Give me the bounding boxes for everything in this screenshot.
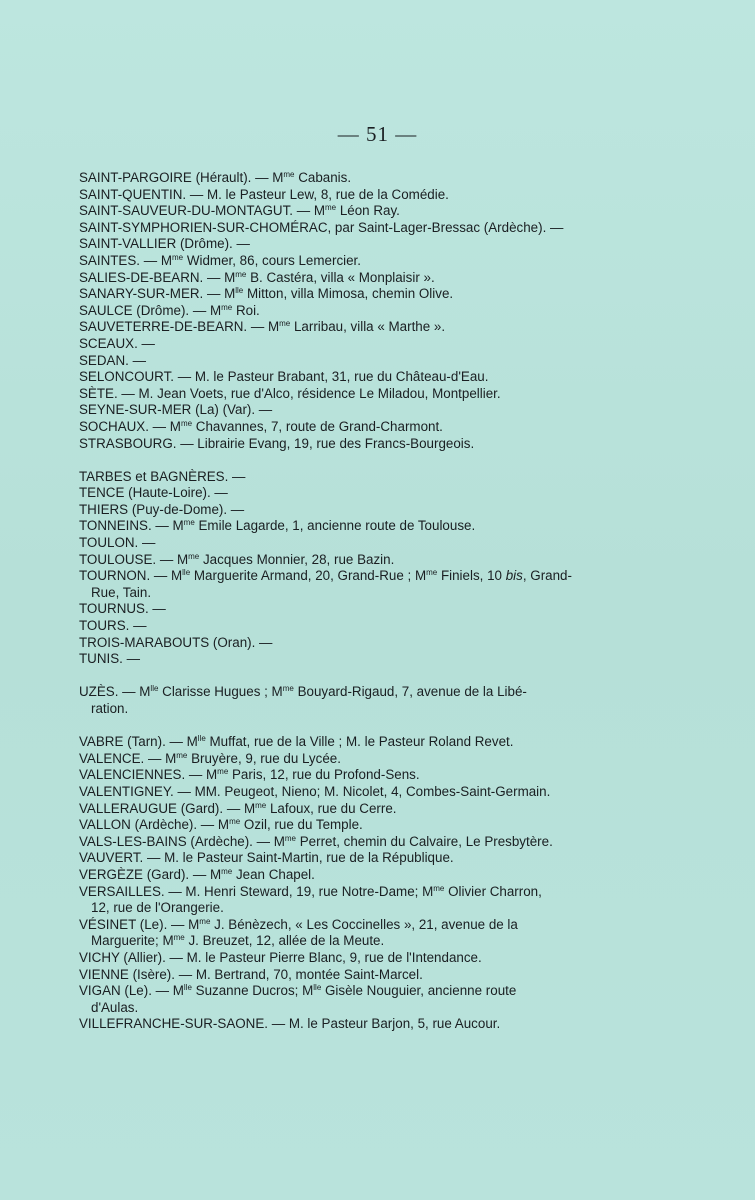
directory-entry: SAINT-PARGOIRE (Hérault). — $M^{me}$ Cabanis.: [79, 170, 352, 185]
directory-entry: VILLEFRANCHE-SUR-SAONE. — M. le Pasteur Barjon, 5, rue Aucour.: [79, 1016, 501, 1032]
directory-entry: SÈTE. — M. Jean Voets, rue d'Alco, résidence Le Miladou, Montpellier.: [79, 385, 501, 401]
directory-entry: VALENCIENNES. — $M^{me}$ Paris, 12, rue du Profond-Sens.: [79, 767, 420, 783]
directory-entry: SELONCOURT. — M. le Pasteur Brabant, 31, rue du Château-d'Eau.: [79, 369, 489, 385]
directory-entry: VIENNE (Isère). — M. Bertrand, 70, montée Saint-Marcel.: [79, 966, 423, 982]
directory-entry: TOULOUSE. — $M^{me}$ Jacques Monnier, 28, rue Bazin.: [79, 551, 395, 567]
directory-entry: SEDAN. —: [79, 352, 146, 368]
entry-group: [79, 170, 609, 452]
page-number: — 51 —: [337, 122, 418, 146]
directory-entry: VALS-LES-BAINS (Ardèche). — $M^{me}$ Perret, chemin du Calvaire, Le Presbytère.: [79, 833, 553, 849]
directory-entry: SAULCE (Drôme). — $M^{me}$ Roi.: [79, 302, 260, 318]
directory-entry: VALLERAUGUE (Gard). — $M^{me}$ Lafoux, rue du Cerre.: [79, 800, 397, 816]
directory-entry: SAINT-QUENTIN. — M. le Pasteur Lew, 8, rue de la Comédie.: [79, 186, 449, 202]
directory-list: [79, 170, 609, 1033]
directory-entry: SEYNE-SUR-MER (La) (Var). —: [79, 402, 273, 418]
directory-entry: SAINT-VALLIER (Drôme). —: [79, 236, 250, 252]
directory-entry: VICHY (Allier). — M. le Pasteur Pierre Blanc, 9, rue de l'Intendance.: [79, 949, 482, 965]
directory-entry: SANARY-SUR-MER. — $M^{lle}$ Mitton, villa Mimosa, chemin Olive.: [79, 286, 454, 302]
directory-entry: SAUVETERRE-DE-BEARN. — $M^{me}$ Larribau, villa « Marthe ».: [79, 319, 446, 335]
directory-entry: VAUVERT. — M. le Pasteur Saint-Martin, rue de la République.: [79, 850, 454, 866]
directory-entry: TARBES et BAGNÈRES. —: [79, 468, 246, 484]
directory-entry: TOURNON. — $M^{lle}$ Marguerite Armand, 20, Grand-Rue ; $M^{me}$ Finiels, 10 bis, Grand- Rue, Tain.: [79, 568, 572, 600]
directory-entry: TOURNUS. —: [79, 601, 166, 617]
directory-entry: SAINT-SAUVEUR-DU-MONTAGUT. — $M^{me}$ Léon Ray.: [79, 203, 400, 219]
directory-entry: VALLON (Ardèche). — $M^{me}$ Ozil, rue du Temple.: [79, 817, 363, 833]
directory-entry: TONNEINS. — $M^{me}$ Emile Lagarde, 1, ancienne route de Toulouse.: [79, 518, 476, 534]
directory-entry: TENCE (Haute-Loire). —: [79, 485, 228, 501]
directory-entry: TOURS. —: [79, 618, 147, 634]
directory-entry: STRASBOURG. — Librairie Evang, 19, rue des Francs-Bourgeois.: [79, 435, 475, 451]
directory-entry: TOULON. —: [79, 535, 156, 551]
directory-entry: VALENCE. — $M^{me}$ Bruyère, 9, rue du Lycée.: [79, 750, 341, 766]
directory-entry: VERSAILLES. — M. Henri Steward, 19, rue Notre-Dame; $M^{me}$ Olivier Charron, 12, rue de l'Orangerie.: [79, 883, 542, 916]
entry-group: [79, 684, 609, 717]
directory-entry: VÉSINET (Le). — $M^{me}$ J. Bénèzech, « Les Coccinelles », 21, avenue de la Marguerite; $M^{me}$ J. Breuzet, 12, allée de la Meute.: [79, 916, 518, 949]
directory-entry: SCEAUX. —: [79, 335, 155, 351]
entry-group: [79, 469, 609, 668]
directory-entry: SOCHAUX. — $M^{me}$ Chavannes, 7, route de Grand-Charmont.: [79, 418, 443, 434]
directory-entry: VALENTIGNEY. — MM. Peugeot, Nieno; M. Nicolet, 4, Combes-Saint-Germain.: [79, 783, 551, 799]
directory-entry: TROIS-MARABOUTS (Oran). —: [79, 634, 273, 650]
directory-entry: VERGÈZE (Gard). — $M^{me}$ Jean Chapel.: [79, 866, 315, 882]
directory-entry: VIGAN (Le). — $M^{lle}$ Suzanne Ducros; $M^{lle}$ Gisèle Nouguier, ancienne route d'Aulas.: [79, 983, 517, 1015]
directory-entry: SAINT-SYMPHORIEN-SUR-CHOMÉRAC, par Saint-Lager-Bressac (Ardèche). —: [79, 219, 564, 235]
entry-group: [79, 734, 609, 1033]
directory-entry: TUNIS. —: [79, 651, 141, 667]
directory-entry: THIERS (Puy-de-Dome). —: [79, 501, 245, 517]
directory-entry: VABRE (Tarn). — $M^{lle}$ Muffat, rue de la Ville ; M. le Pasteur Roland Revet.: [79, 734, 514, 750]
directory-entry: SAINTES. — $M^{me}$ Widmer, 86, cours Lemercier.: [79, 252, 361, 268]
directory-entry: SALIES-DE-BEARN. — $M^{me}$ B. Castéra, villa « Monplaisir ».: [79, 269, 435, 285]
directory-entry: UZÈS. — $M^{lle}$ Clarisse Hugues ; $M^{me}$ Bouyard-Rigaud, 7, avenue de la Libé- ration.: [79, 684, 527, 716]
